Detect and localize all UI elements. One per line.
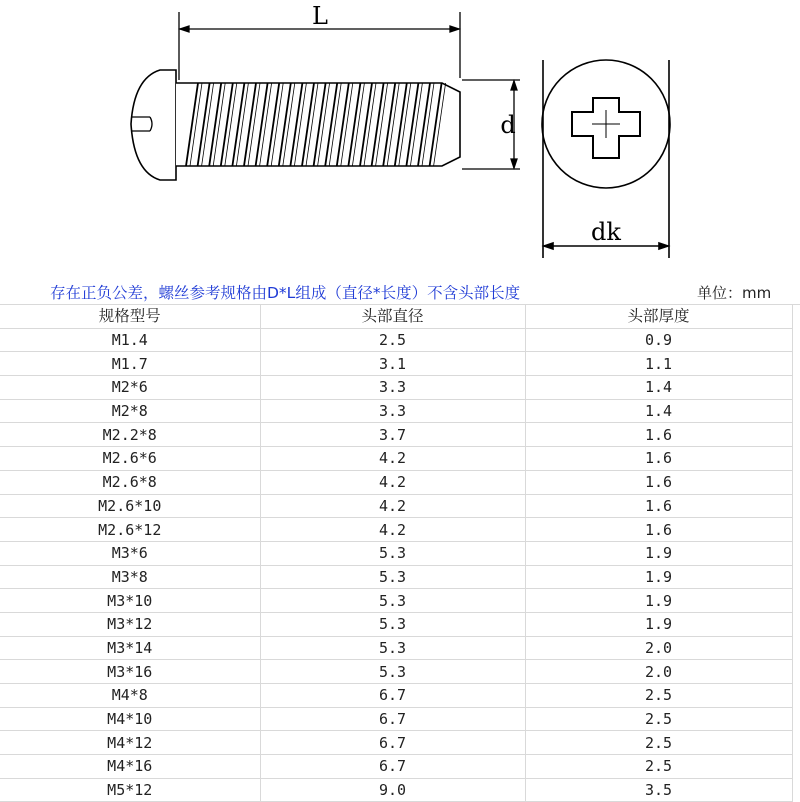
cell-head-diameter: 6.7 [260,684,525,708]
table-row [0,423,792,447]
table-row [0,470,792,494]
cell-head-thickness: 1.9 [525,612,792,636]
cell-head-thickness: 0.9 [525,328,792,352]
table-row [0,589,792,613]
cell-model: M3*6 [0,541,260,565]
cell-head-diameter: 2.5 [260,328,525,352]
table-row [0,636,792,660]
cell-model: M5*12 [0,778,260,802]
cell-head-diameter: 3.1 [260,352,525,376]
cell-head-diameter: 3.3 [260,376,525,400]
cell-head-diameter: 5.3 [260,541,525,565]
note-row [0,278,800,305]
cell-model: M4*16 [0,755,260,779]
cell-model: M2*8 [0,399,260,423]
cell-head-thickness: 2.0 [525,660,792,684]
cell-model: M3*14 [0,636,260,660]
unit-label: 单位：mm [697,284,772,302]
table-row [0,731,792,755]
table-row [0,660,792,684]
cell-head-thickness: 1.6 [525,423,792,447]
table-body [0,328,792,802]
cell-head-thickness: 1.9 [525,589,792,613]
screw-diagram [0,0,800,278]
table-row [0,707,792,731]
table-row [0,376,792,400]
cell-head-diameter: 4.2 [260,447,525,471]
cell-head-thickness: 2.5 [525,755,792,779]
table-row [0,541,792,565]
screw-drawing [0,0,800,278]
cell-model: M3*10 [0,589,260,613]
cell-model: M3*16 [0,660,260,684]
header-head-diameter: 头部直径 [260,305,525,328]
cell-model: M2.6*12 [0,518,260,542]
cell-head-diameter: 3.3 [260,399,525,423]
cell-head-thickness: 2.5 [525,684,792,708]
cell-head-diameter: 5.3 [260,612,525,636]
cell-head-thickness: 1.4 [525,376,792,400]
cell-head-diameter: 6.7 [260,755,525,779]
cell-model: M2.2*8 [0,423,260,447]
table-row [0,328,792,352]
cell-model: M2.6*10 [0,494,260,518]
cell-head-diameter: 5.3 [260,589,525,613]
cell-model: M2.6*6 [0,447,260,471]
cell-model: M4*10 [0,707,260,731]
table-row [0,565,792,589]
cell-head-thickness: 1.6 [525,494,792,518]
cell-model: M2.6*8 [0,470,260,494]
cell-model: M2*6 [0,376,260,400]
cell-head-diameter: 4.2 [260,494,525,518]
cell-head-thickness: 1.9 [525,565,792,589]
table-row [0,494,792,518]
cell-model: M3*8 [0,565,260,589]
table-header-row [0,305,792,328]
label-dk: dk [591,218,621,246]
cell-head-thickness: 1.9 [525,541,792,565]
cell-head-thickness: 1.1 [525,352,792,376]
table-row [0,755,792,779]
table-row [0,447,792,471]
cell-head-diameter: 5.3 [260,636,525,660]
cell-model: M4*12 [0,731,260,755]
cell-model: M4*8 [0,684,260,708]
cell-head-thickness: 1.4 [525,399,792,423]
cell-model: M1.4 [0,328,260,352]
table-row [0,612,792,636]
cell-head-diameter: 4.2 [260,470,525,494]
cell-head-thickness: 3.5 [525,778,792,802]
header-head-thickness: 头部厚度 [525,305,792,328]
cell-head-diameter: 5.3 [260,660,525,684]
cell-model: M1.7 [0,352,260,376]
cell-head-thickness: 1.6 [525,518,792,542]
cell-head-diameter: 5.3 [260,565,525,589]
spec-table [0,305,793,802]
cell-model: M3*12 [0,612,260,636]
table-row [0,684,792,708]
header-model: 规格型号 [0,305,260,328]
table-row [0,518,792,542]
table-row [0,352,792,376]
label-L: L [312,2,328,30]
cell-head-thickness: 2.5 [525,731,792,755]
cell-head-thickness: 1.6 [525,470,792,494]
cell-head-thickness: 1.6 [525,447,792,471]
tolerance-note: 存在正负公差，螺丝参考规格由D*L组成（直径*长度）不含头部长度 [50,284,521,302]
cell-head-diameter: 9.0 [260,778,525,802]
spec-table-section [0,278,800,802]
table-row [0,778,792,802]
label-d: d [500,111,516,139]
cell-head-diameter: 3.7 [260,423,525,447]
cell-head-diameter: 4.2 [260,518,525,542]
cell-head-thickness: 2.0 [525,636,792,660]
cell-head-thickness: 2.5 [525,707,792,731]
table-row [0,399,792,423]
cell-head-diameter: 6.7 [260,707,525,731]
cell-head-diameter: 6.7 [260,731,525,755]
